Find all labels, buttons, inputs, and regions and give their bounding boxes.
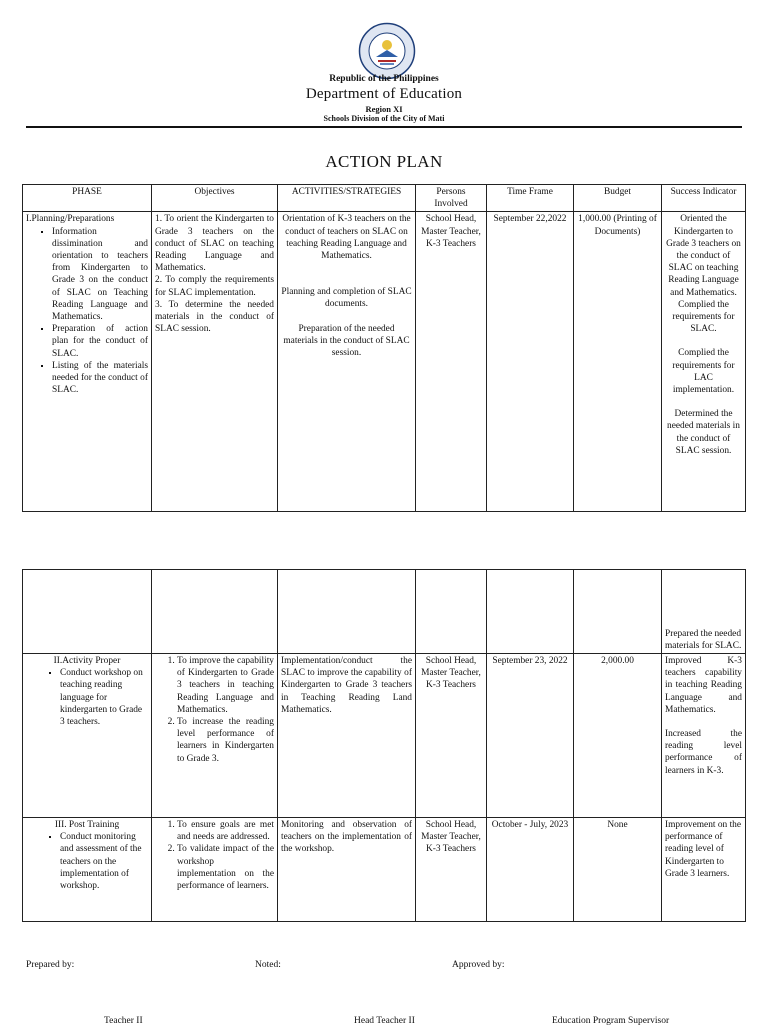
phase-item: ▪ Preparation of action plan for the conduct of SLAC.: [52, 323, 148, 360]
success-item: Complied the requirements for LAC implementation.: [672, 348, 735, 396]
phase-title: III. Post Training: [54, 820, 120, 830]
success-item: Oriented the Kindergarten to Grade 3 teachers on the conduct of SLAC on teaching Reading Language and Mathematics.: [666, 214, 741, 298]
time-frame-cell: September 23, 2022: [487, 654, 574, 818]
objective-item: 2. To comply the requirements for SLAC implementation.: [155, 275, 274, 298]
column-header: Success Indicator: [662, 185, 746, 212]
approved-by-label: Approved by:: [452, 960, 505, 970]
objectives-cell: [152, 654, 278, 818]
phase-title: II.Activity Proper: [53, 656, 121, 666]
table-row: [23, 570, 746, 654]
column-header: Time Frame: [487, 185, 574, 212]
activities-cell: Implementation/conduct the SLAC to improve the capability of Kindergarten to Grade 3 teachers in Teaching Reading Land Mathematics.: [278, 654, 416, 818]
activities-cell: [278, 212, 416, 512]
objective-item: 3. To determine the needed materials in the conduct of SLAC session.: [155, 299, 274, 335]
approved-title: Education Program Supervisor: [552, 1016, 670, 1026]
noted-label: Noted:: [255, 960, 281, 970]
phase-cell: [23, 212, 152, 512]
phase-item: ▪ Conduct workshop on teaching reading language for kindergarten to Grade 3 teachers.: [60, 667, 148, 728]
objectives-cell: [152, 818, 278, 922]
phase-item: ▪ Listing of the materials needed for the conduct of SLAC.: [52, 360, 148, 397]
objective-item: 1. To improve the capability of Kindergarten to Grade 3 teachers in teaching Reading Language and Mathematics.: [177, 655, 274, 716]
success-cell: [662, 212, 746, 512]
success-item: Complied the requirements for SLAC.: [672, 299, 735, 335]
region-line: Region XI: [365, 104, 403, 114]
phase-cell: [23, 654, 152, 818]
success-item: Increased the reading level performance of learners in K-3.: [665, 729, 742, 776]
persons-cell: School Head, Master Teacher, K-3 Teachers: [416, 818, 487, 922]
noted-title: Head Teacher II: [354, 1016, 415, 1026]
deped-seal: [358, 22, 416, 80]
action-plan-table-continued: [22, 569, 746, 922]
header-divider: [26, 126, 742, 128]
success-cell: [662, 654, 746, 818]
table-header-row: [23, 185, 746, 212]
table-row: [23, 818, 746, 922]
success-item: Determined the needed materials in the conduct of SLAC session.: [667, 409, 740, 456]
activity-item: conduct of teachers on SLAC on teaching Reading Language and Mathematics.: [285, 226, 408, 262]
phase-item: ▪ Conduct monitoring and assessment of the teachers on the implementation of workshop.: [60, 831, 148, 892]
department-name: Department of Education: [305, 86, 463, 102]
time-frame-cell: October - July, 2023: [487, 818, 574, 922]
success-cell: Improvement on the performance of reading level of Kindergarten to Grade 3 learners.: [662, 818, 746, 922]
column-header: Budget: [574, 185, 662, 212]
activity-item: Preparation of the needed materials in the conduct of SLAC session.: [283, 323, 410, 359]
activity-item: Planning and completion of SLAC documents.: [281, 287, 412, 310]
persons-cell: School Head, Master Teacher, K-3 Teachers: [416, 212, 487, 512]
objective-item: 1. To ensure goals are met and needs are addressed.: [177, 819, 274, 843]
phase-cell: [23, 818, 152, 922]
column-header: Objectives: [152, 185, 278, 212]
table-row: [23, 654, 746, 818]
prepared-by-label: Prepared by:: [26, 960, 75, 970]
activity-item: Orientation of K-3 teachers on the: [282, 214, 411, 225]
phase-item: ▪ Information dissimination and orientation to teachers from Kindergarten to Grade 3 on the conduct of SLAC on Teaching Reading Language and Mathematics.: [52, 226, 148, 324]
persons-cell: School Head, Master Teacher, K-3 Teachers: [416, 654, 487, 818]
action-plan-table: [22, 184, 746, 512]
success-item: Improved K-3 teachers capability in teaching Reading Language and Mathematics.: [665, 656, 742, 715]
success-cell: Prepared the needed materials for SLAC.: [662, 570, 746, 654]
prepared-title: Teacher II: [104, 1016, 143, 1026]
objective-item: 2. To validate impact of the workshop implementation on the performance of learners.: [177, 843, 274, 892]
activities-cell: Monitoring and observation of teachers on the implementation of the workshop.: [278, 818, 416, 922]
column-header: PHASE: [23, 185, 152, 212]
column-header: Persons Involved: [416, 185, 487, 212]
budget-cell: 2,000.00: [574, 654, 662, 818]
budget-cell: None: [574, 818, 662, 922]
objectives-cell: [152, 212, 278, 512]
table-row: [23, 212, 746, 512]
page-title: ACTION PLAN: [325, 152, 443, 171]
division-line: Schools Division of the City of Mati: [323, 114, 445, 123]
republic-line: Republic of the Philippines: [329, 74, 439, 84]
column-header: ACTIVITIES/STRATEGIES: [278, 185, 416, 212]
time-frame-cell: September 22,2022: [487, 212, 574, 512]
objective-item: 1. To orient the Kindergarten to Grade 3 teachers on the conduct of SLAC on teaching Reading Language and Mathematics.: [155, 214, 274, 274]
phase-title: I.Planning/Preparations: [26, 214, 115, 225]
objective-item: 2. To increase the reading level performance of learners in Kindergarten to Grade 3.: [177, 716, 274, 765]
budget-cell: 1,000.00 (Printing of Documents): [574, 212, 662, 512]
